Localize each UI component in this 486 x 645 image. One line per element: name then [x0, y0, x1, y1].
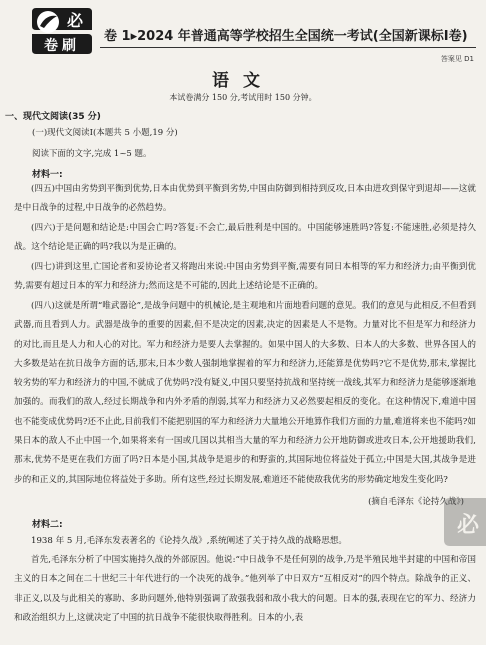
- material-1-paragraph-47: (四七)讲到这里,亡国论者和妥协论者又将跑出来说:中国由劣势到平衡,需要有同日本相等的军力和经济力;由平衡到优势,需要有超过日本的军力和经济力;然而这是不可能的,因此上述结论是不正确的。: [14, 262, 476, 292]
- section-heading: 一、现代文阅读(35 分): [5, 112, 101, 122]
- material-1-paragraph-46: (四六)于是问题和结论是:中国会亡吗?答复:不会亡,最后胜利是中国的。中国能够速胜吗?答复:不能速胜,必须是持久战。这个结论是正确的吗?我以为是正确的。: [14, 223, 476, 253]
- material-2-label: 材料二:: [32, 520, 63, 530]
- header-divider: [100, 47, 476, 48]
- page-header: [0, 0, 486, 62]
- logo-text-bottom: 卷刷: [44, 38, 80, 54]
- subsection-heading: (一)现代文阅读Ⅰ(本题共 5 小题,19 分): [32, 128, 178, 138]
- exam-info: 本试卷满分 150 分,考试用时 150 分钟。: [169, 93, 317, 102]
- bishua-logo: [30, 4, 94, 58]
- watermark-text: 必: [456, 513, 480, 538]
- material-2-paragraph-1: 1938 年 5 月,毛泽东发表著名的《论持久战》,系统阐述了关于持久战的战略思想。: [31, 536, 347, 546]
- reading-instruction: 阅读下面的文字,完成 1~5 题。: [32, 149, 152, 159]
- material-1-label: 材料一:: [32, 170, 63, 180]
- material-1-paragraph-45: (四五)中国由劣势到平衡到优势,日本由优势到平衡到劣势,中国由防御到相持到反攻,日本由进攻到保守到退却——这就是中日战争的过程,中日战争的必然趋势。: [14, 184, 476, 214]
- material-1-source: (摘自毛泽东《论持久战》): [368, 497, 464, 507]
- material-1-paragraph-48: (四八)这就是所谓“唯武器论”,是战争问题中的机械论,是主观地和片面地看问题的意见。我们的意见与此相反,不但看到武器,而且看到人力。武器是战争的重要的因素,但不是决定的因素,决定的因素是人不是物。力量对比不但是军力和经济力的对比,而且是人力和人心的对比。军力和经济力是要人去掌握的。如果中国人的大多数、日本人的大多数、世界各国人的大多数是站在抗日战争方面的话,那末,日本少数人强制地掌握着的军力和经济力,还能算是优势吗?它不是优势,那末,掌握比较劣势的军力和经济力的中国,不就成了优势吗?没有疑义,中国只要坚持抗战和坚持统一战线,其军力和经济力是能够逐渐地加强的。而我们的敌人,经过长期战争和内外矛盾的削弱,其军力和经济力又必然要起相反的变化。在这种情况下,难道中国也不能变成优势吗?还不止此,目前我们不能把别国的军力和经济力大量地公开地算作我们方面的力量,难道将来也不能吗?如果日本的敌人不止中国一个,如果将来有一国或几国以其相当大量的军力和经济力公开地防御或进攻日本,公开地援助我们,那末,优势不是更在我们方面了吗?日本是小国,其战争是退步的和野蛮的,其国际地位将益处于孤立;中国是大国,其战争是进步的和正义的,其国际地位将益处于多助。所有这些,经过长期发展,难道还不能使敌我优劣的形势确定地发生变化吗?: [14, 301, 476, 485]
- subject-title: 语文: [212, 71, 274, 91]
- answer-reference: 答案见 D1: [440, 55, 474, 63]
- logo-text-top: 必: [66, 11, 84, 30]
- material-2-paragraph-2: 首先,毛泽东分析了中国实施持久战的外部原因。他说:“中日战争不是任何别的战争,乃是半殖民地半封建的中国和帝国主义的日本之间在二十世纪三十年代进行的一个决死的战争。”他列举了中日双方“互相反对”的四个特点。除战争的正义、非正义,以及与此相关的寡助、多助问题外,他特别强调了敌强我弱和敌小我大的问题。日本的强,表现在它的军力、经济力和政治组织力上,这就决定了中国的抗日战争不能很快取得胜利。日本的小,表: [14, 555, 476, 623]
- exam-header-title: 卷 1▸2024 年普通高等学校招生全国统一考试(全国新课标Ⅰ卷): [104, 29, 468, 44]
